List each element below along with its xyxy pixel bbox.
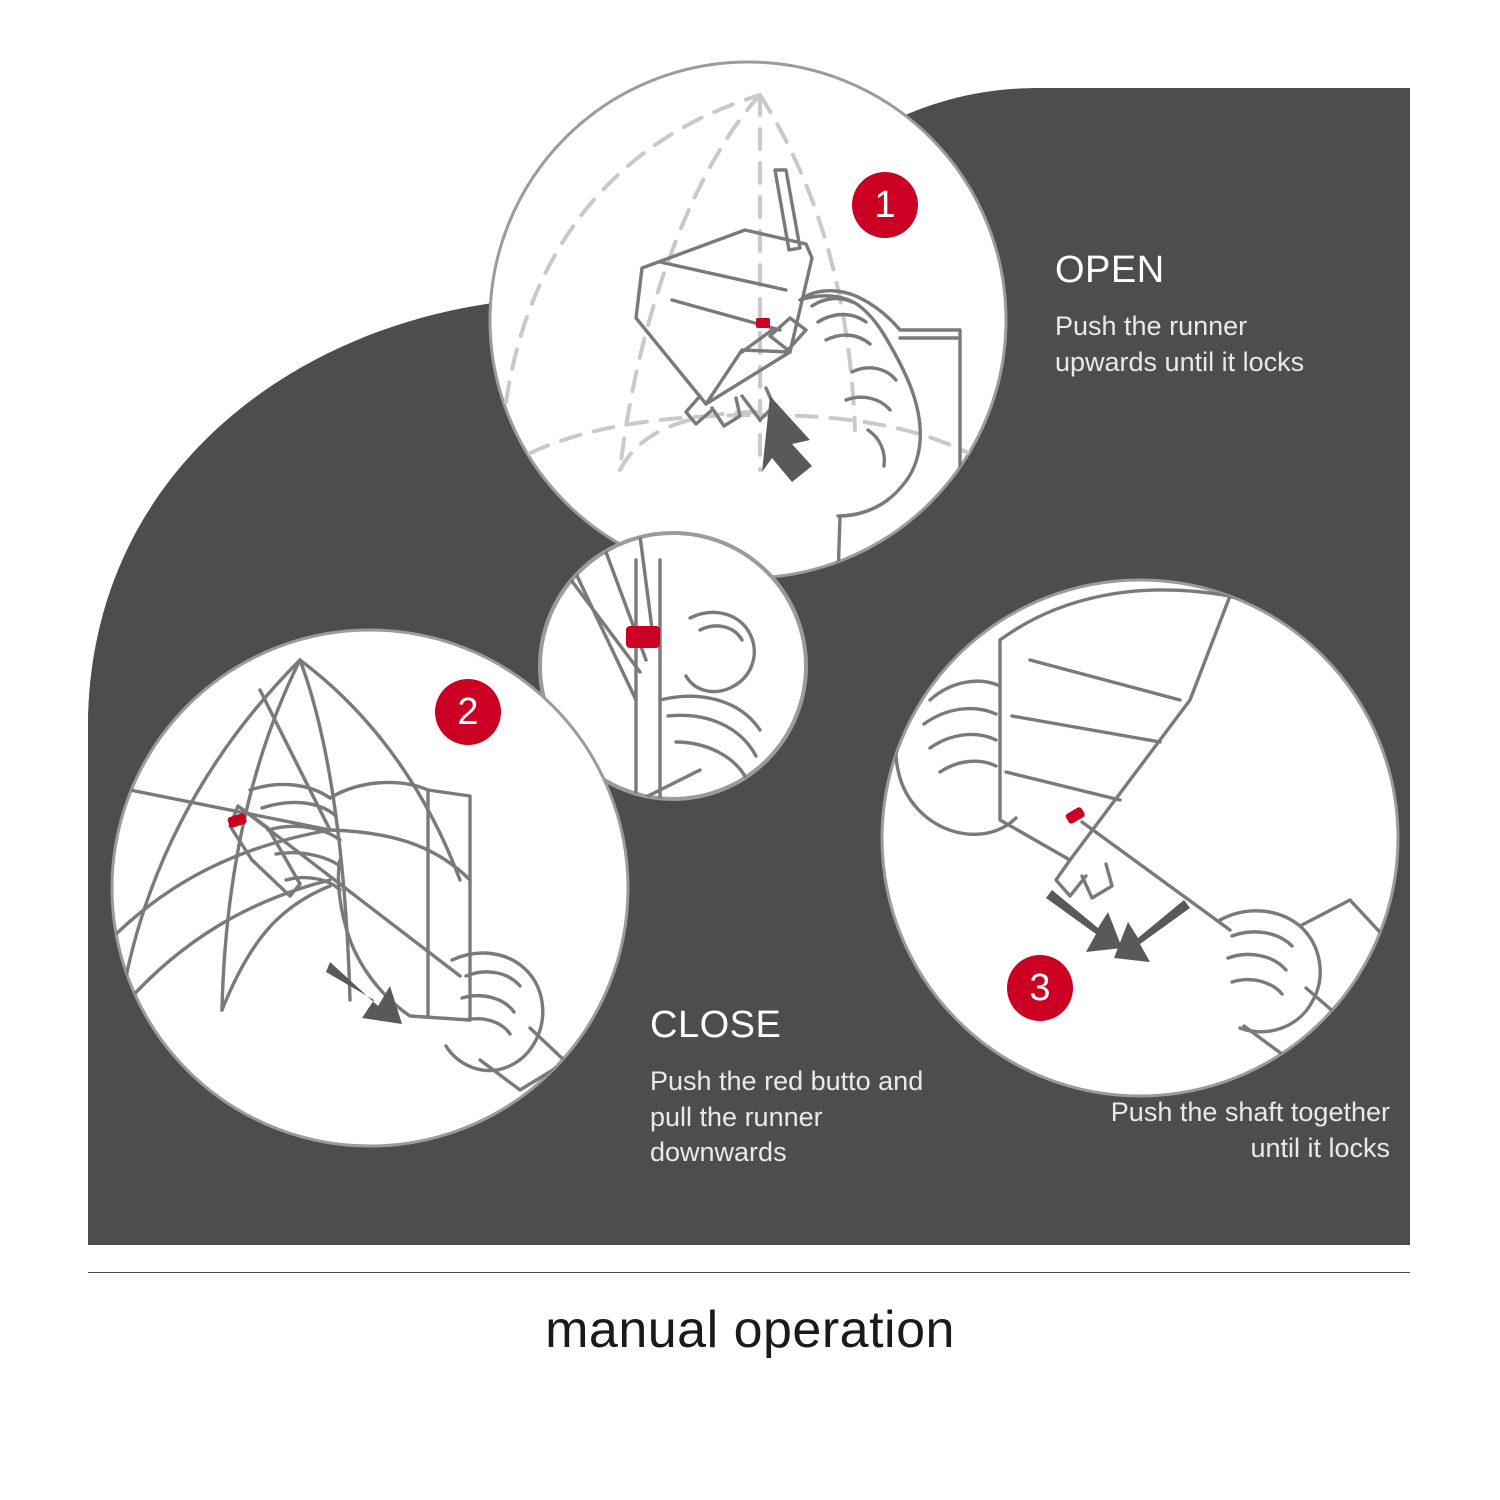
step-1-instruction-line-2: upwards until it locks: [1055, 346, 1305, 377]
step-1-title: OPEN: [1055, 249, 1165, 291]
step-2-instruction-line-1: Push the red butto and: [650, 1066, 924, 1097]
caption-divider: [88, 1272, 1410, 1273]
step-1-instruction-line-1: Push the runner: [1055, 311, 1248, 342]
step-2-instruction-line-2: pull the runner: [650, 1101, 823, 1132]
step-2-title: CLOSE: [650, 1004, 782, 1046]
step-1-illustration: [490, 62, 1006, 578]
step-3-instruction-line-2: until it locks: [1250, 1132, 1390, 1163]
step-badge-3: 3: [1007, 955, 1073, 1021]
step-2-instruction-line-3: downwards: [650, 1137, 787, 1168]
step-2-text: [650, 1000, 1010, 1171]
step-badge-2: 2: [435, 679, 501, 745]
step-3-text: [1030, 1095, 1390, 1166]
step-2-illustration: [110, 630, 628, 1146]
figure-caption: manual operation: [545, 1301, 955, 1359]
step-3-instruction-line-1: Push the shaft together: [1110, 1097, 1390, 1127]
step-badge-1: 1: [852, 172, 918, 238]
step-1-text: [1055, 245, 1435, 380]
